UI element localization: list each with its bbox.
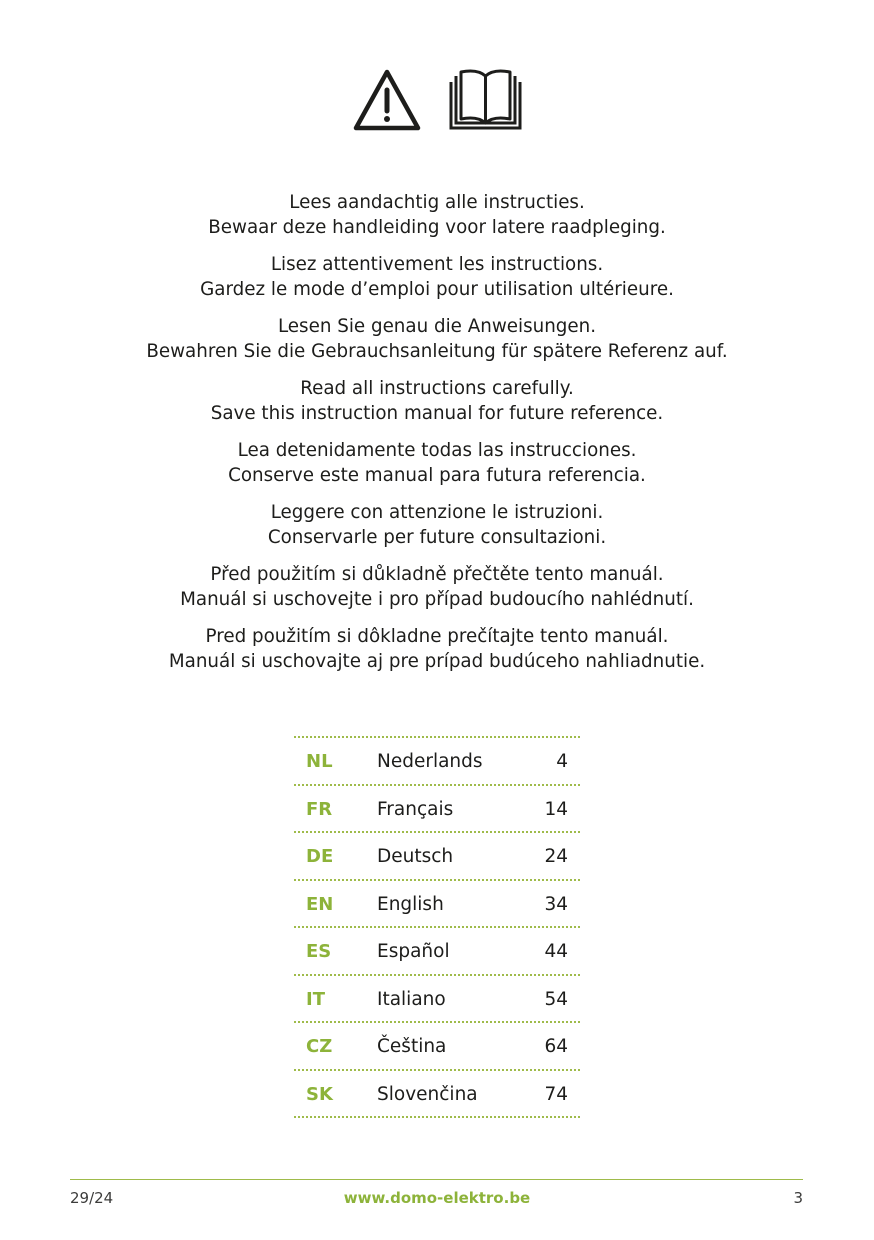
toc-row-es[interactable] — [294, 928, 580, 976]
toc-row-fr[interactable] — [294, 786, 580, 834]
toc-page-number: 14 — [544, 798, 568, 820]
notice-it — [0, 500, 874, 550]
notice-line: Lisez attentivement les instructions. — [270, 254, 604, 275]
toc-row-cz[interactable] — [294, 1023, 580, 1071]
language-table-of-contents — [294, 736, 580, 1118]
toc-page-number: 64 — [544, 1036, 568, 1057]
footer-document-code: 29/24 — [70, 1189, 114, 1207]
toc-language-name: Español — [377, 941, 450, 962]
toc-page-number: 4 — [556, 751, 568, 772]
footer-page-number: 3 — [793, 1189, 803, 1207]
notice-es — [0, 438, 874, 488]
toc-row-de[interactable] — [294, 833, 580, 881]
toc-language-name: Nederlands — [377, 751, 483, 772]
toc-row-it[interactable] — [294, 976, 580, 1024]
notice-line: Manuál si uschovejte i pro případ budoucího nahlédnutí. — [180, 589, 694, 610]
toc-language-code: DE — [306, 846, 334, 867]
toc-language-name: Slovenčina — [377, 1083, 478, 1105]
notice-de — [0, 314, 874, 364]
toc-language-code: IT — [306, 988, 325, 1010]
toc-page-number: 74 — [544, 1083, 568, 1105]
toc-page-number: 54 — [544, 988, 568, 1010]
toc-language-code: NL — [306, 751, 333, 772]
notice-cz — [0, 562, 874, 612]
notice-line: Bewaar deze handleiding voor latere raadpleging. — [208, 217, 666, 238]
notice-en — [0, 376, 874, 426]
instruction-notices — [0, 190, 874, 686]
notice-line: Conservarle per future consultazioni. — [267, 527, 607, 548]
toc-page-number: 34 — [544, 893, 568, 915]
footer-website-link[interactable]: www.domo-elektro.be — [343, 1189, 531, 1207]
notice-line: Lesen Sie genau die Anweisungen. — [277, 316, 597, 337]
notice-line: Bewahren Sie die Gebrauchsanleitung für spätere Referenz auf. — [146, 341, 728, 362]
toc-language-code: FR — [306, 798, 333, 820]
book-icon — [449, 68, 522, 132]
toc-language-name: Français — [377, 798, 454, 820]
toc-row-nl[interactable] — [294, 738, 580, 786]
notice-line: Před použitím si důkladně přečtěte tento manuál. — [210, 564, 664, 585]
notice-line: Gardez le mode d’emploi pour utilisation ultérieure. — [200, 279, 674, 300]
toc-page-number: 44 — [544, 941, 568, 962]
toc-language-code: EN — [306, 893, 334, 915]
notice-line: Leggere con attenzione le istruzioni. — [270, 502, 604, 523]
notice-line: Save this instruction manual for future reference. — [210, 403, 664, 424]
notice-line: Conserve este manual para futura referencia. — [228, 465, 646, 486]
toc-row-sk[interactable] — [294, 1071, 580, 1119]
toc-row-en[interactable] — [294, 881, 580, 929]
toc-language-code: ES — [306, 941, 332, 962]
toc-language-name: English — [377, 893, 444, 915]
toc-language-name: Deutsch — [377, 846, 454, 867]
notice-line: Lees aandachtig alle instructies. — [289, 192, 585, 213]
toc-language-code: SK — [306, 1083, 333, 1105]
notice-line: Pred použitím si dôkladne prečítajte tento manuál. — [205, 626, 669, 647]
notice-fr — [0, 252, 874, 302]
notice-line: Read all instructions carefully. — [300, 378, 574, 399]
notice-line: Manuál si uschovajte aj pre prípad budúceho nahliadnutie. — [168, 651, 706, 672]
toc-language-name: Čeština — [377, 1036, 447, 1057]
notice-nl — [0, 190, 874, 240]
notice-sk — [0, 624, 874, 674]
toc-language-name: Italiano — [377, 988, 446, 1010]
header-icons — [0, 68, 874, 132]
warning-icon — [352, 68, 422, 132]
toc-language-code: CZ — [306, 1036, 333, 1057]
toc-page-number: 24 — [544, 846, 568, 867]
footer-divider — [70, 1179, 803, 1180]
notice-line: Lea detenidamente todas las instrucciones. — [237, 440, 637, 461]
